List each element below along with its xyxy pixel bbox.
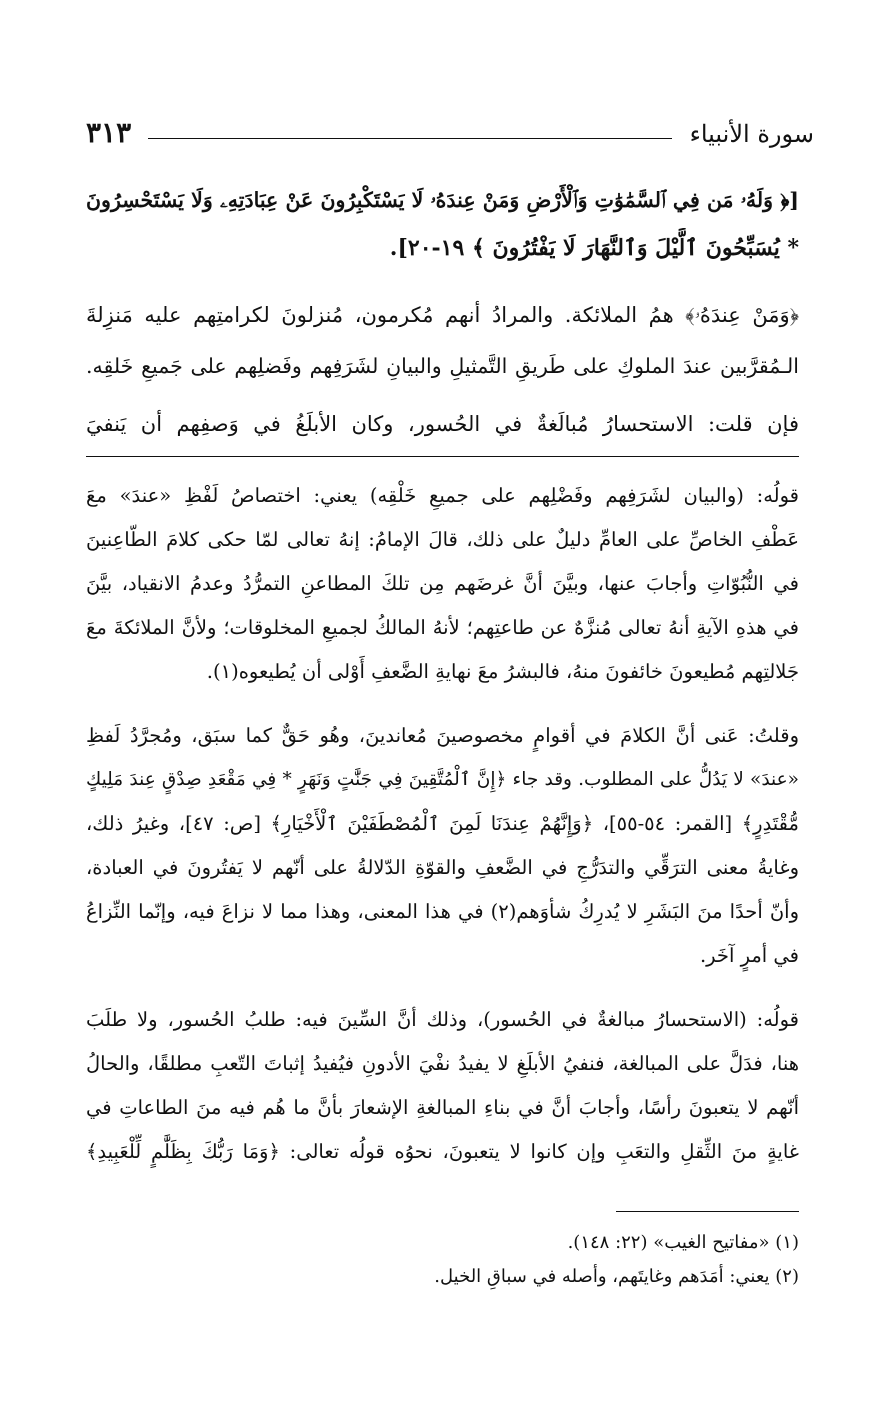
commentary-line: وقلتُ: عَنى أنَّ الكلامَ في أقوامٍ مخصوصينَ مُعاندينَ، وهُو حَقٌّ كما سبَق، ومُجرَّدُ لَفظِ: [86, 724, 799, 747]
surah-title: سورة الأنبياء: [689, 120, 814, 148]
page-number: ٣١٣: [86, 116, 132, 149]
commentary-line: أنّهم لا يتعبونَ رأسًا، وأجابَ أنَّ في بناءِ المبالغةِ الإشعارَ بأنَّ ما هُم فيه منَ الطاعاتِ في: [86, 1096, 799, 1119]
commentary-line: في أمرٍ آخَر.: [699, 944, 799, 967]
commentary-line: غايةٍ منَ الثِّقلِ والتعَبِ وإن كانوا لا يتعبونَ، نحوُه قولُه تعالى: ﴿وَمَا رَبُّكَ بِظَلَّٰمٍ لِّلْعَبِيدِ﴾: [86, 1140, 799, 1163]
verse-line: * يُسَبِّحُونَ ٱلَّيْلَ وَٱلنَّهَارَ لَا يَفْتُرُونَ ﴾ ١٩-٢٠].: [389, 235, 799, 261]
commentary-line: عَطْفِ الخاصِّ على العامِّ دليلٌ على ذلك، قالَ الإمامُ: إنهُ تعالى لمّا حكى كلامَ الطّاعِنينَ: [86, 528, 799, 551]
footnote: (٢) يعني: أمَدَهم وغايتَهم، وأصله في سباقِ الخيل.: [434, 1266, 799, 1287]
commentary-line: وغايةُ معنى الترَقِّي والتدَرُّجِ في الضَّعفِ والقوّةِ الدّلالةُ على أنّهم لا يَفتُرونَ في العبادة،: [86, 856, 799, 879]
running-header: [86, 116, 814, 156]
section-divider: [86, 456, 799, 457]
commentary-line: قولُه: (الاستحسارُ مبالغةٌ في الحُسور)، وذلك أنَّ السِّينَ فيه: طلبُ الحُسور، ولا طلَبَ: [86, 1008, 799, 1031]
footnote: (١) «مفاتيح الغيب» (٢٢: ١٤٨).: [567, 1232, 799, 1253]
tafsir-line: الـمُقرَّبين عندَ الملوكِ على طَريقِ التَّمثيلِ والبيانِ لشَرَفِهم وفَضلِهم على جَميعِ خَلقِه.: [86, 354, 799, 378]
commentary-line: وأنّ أحدًا منَ البَشَرِ لا يُدرِكُ شأوَهم(٢) في هذا المعنى، وهذا مما لا نزاعَ فيه، وإنّما النِّزاعُ: [86, 900, 799, 923]
footnote-rule: [616, 1211, 799, 1212]
header-rule: [148, 138, 672, 139]
commentary-line: مُّقْتَدِرٍ﴾ [القمر: ٥٤-٥٥]، ﴿وَإِنَّهُمْ عِندَنَا لَمِنَ ٱلْمُصْطَفَيْنَ ٱلْأَخْيَارِ﴾ [ص: ٤٧]، وغيرُ ذلك،: [86, 812, 799, 835]
commentary-line: «عندَ» لا يَدُلُّ على المطلوب. وقد جاء ﴿إِنَّ ٱلْمُتَّقِينَ فِي جَنَّٰتٍ وَنَهَرٍ * فِي مَقْعَدِ صِدْقٍ عِندَ مَلِيكٍ: [86, 769, 799, 790]
verse-line: [﴿ وَلَهُۥ مَن فِي ٱلسَّمَٰوَٰتِ وَٱلْأَرْضِ وَمَنْ عِندَهُۥ لَا يَسْتَكْبِرُونَ عَنْ عِبَادَتِهِۦ وَلَا يَسْتَحْسِرُونَ: [86, 188, 799, 212]
commentary-line: في النُّبُوّاتِ وأجابَ عنها، وبيَّنَ أنَّ غرضَهم مِن تلكَ المطاعنِ التمرُّدُ وعدمُ الانقياد، بيَّنَ: [86, 572, 799, 595]
tafsir-line: فإن قلت: الاستحسارُ مُبالَغةٌ في الحُسور، وكان الأبلَغُ في وَصفِهم أن يَنفيَ: [86, 412, 799, 436]
commentary-line: جَلالتِهم مُطيعونَ خائفونَ منهُ، فالبشرُ معَ نهايةِ الضَّعفِ أَوْلى أن يُطيعوه(١).: [206, 660, 799, 683]
tafsir-line: ﴿وَمَنْ عِندَهُۥ﴾ همُ الملائكة. والمرادُ أنهم مُكرمون، مُنزلونَ لكرامتِهم عليه مَنزِلةَ: [86, 303, 799, 327]
commentary-line: هنا، فدَلَّ على المبالغة، فنفيُ الأبلَغِ لا يفيدُ نفْيَ الأدونِ فيُفيدُ إثباتَ التّعبِ مطلقًا، والحالُ: [86, 1052, 799, 1075]
commentary-line: في هذهِ الآيةِ أنهُ تعالى مُنزَّهٌ عن طاعتِهم؛ لأنهُ المالكُ لجميعِ المخلوقات؛ ولأنَّ الملائكةَ معَ: [86, 616, 799, 639]
commentary-line: قولُه: (والبيان لشَرَفِهم وفَضْلِهم على جميعِ خَلْقِه) يعني: اختصاصُ لَفْظِ «عندَ» معَ: [86, 484, 799, 507]
